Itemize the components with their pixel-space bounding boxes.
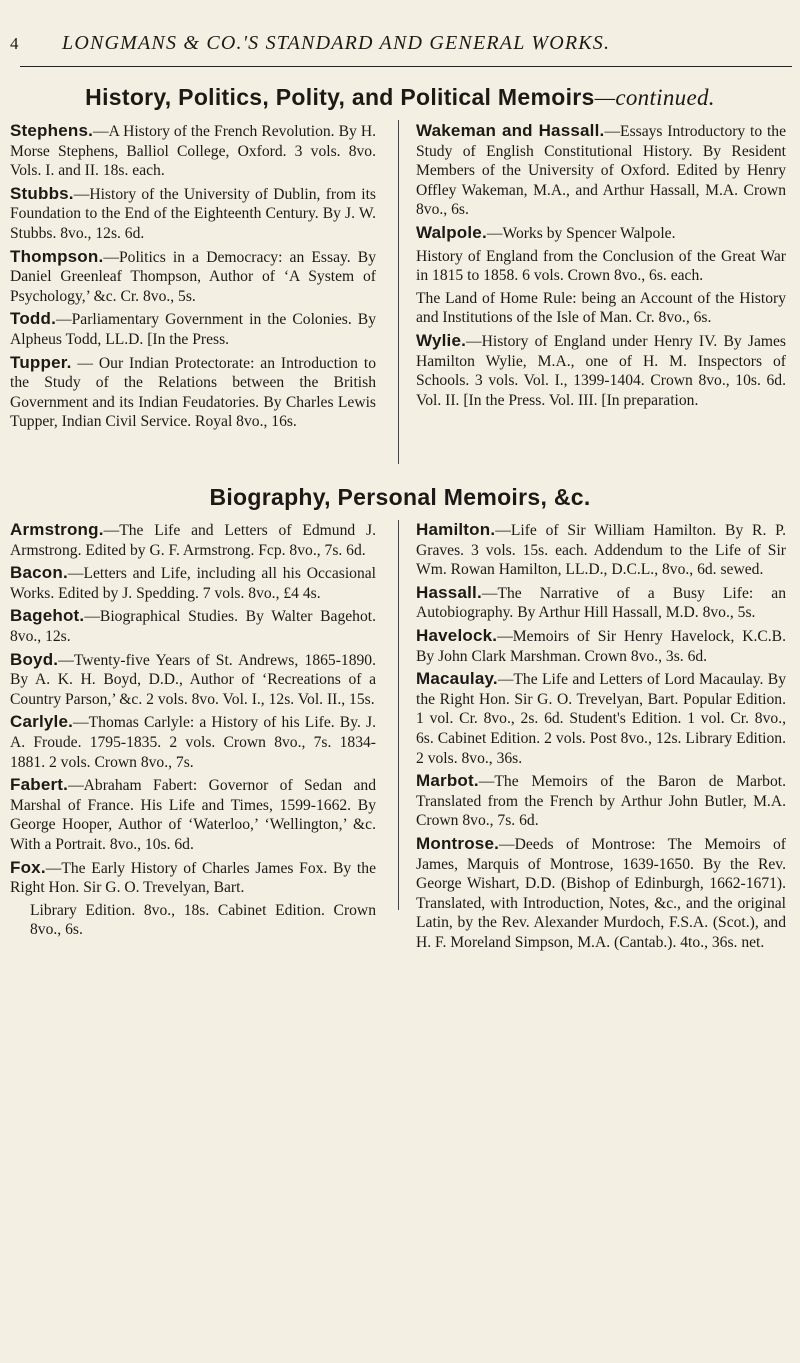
section-title-history: [8, 84, 792, 111]
column-divider: [398, 520, 399, 910]
running-head: [8, 32, 792, 55]
catalogue-entry: [10, 184, 376, 244]
entry-headword: Fox.: [10, 857, 46, 877]
entry-headword: Bacon.: [10, 563, 68, 583]
entry-headword: Boyd.: [10, 649, 59, 669]
catalogue-entry: [10, 309, 376, 349]
entry-text: —Biographical Studies. By Walter Bagehot. 8vo., 12s.: [10, 608, 376, 645]
history-right-column: [416, 121, 786, 413]
entry-headword: Todd.: [10, 309, 56, 329]
catalogue-entry: [10, 353, 376, 432]
entry-text: —Life of Sir William Hamilton. By R. P. Graves. 3 vols. 15s. each. Addendum to the Life of Sir Wm. Rowan Hamilton, LL.D., D.C.L., 8vo., 6d. sewed.: [416, 522, 786, 579]
entry-headword: Wylie.: [416, 330, 467, 350]
header-rule: [20, 66, 792, 67]
catalogue-subentry: [10, 901, 376, 940]
catalogue-subentry: [416, 247, 786, 286]
entry-headword: Fabert.: [10, 775, 69, 795]
entry-headword: Stubbs.: [10, 183, 74, 203]
entry-text: The Land of Home Rule: being an Account of the History and Institutions of the Isle of Man. Cr. 8vo., 6s.: [416, 289, 786, 327]
continued-label: —continued.: [594, 85, 715, 110]
catalogue-entry: [10, 563, 376, 603]
entry-text: —Deeds of Montrose: The Memoirs of James, Marquis of Montrose, 1639-1650. By the Rev. George Wishart, D.D. (Bishop of Edinburgh, 1662-1671). Translated, with Introduction, Notes, &c., and the original Latin, by the Rev. Alexander Murdoch, F.S.A. (Scot.), and H. F. Moreland Simpson, M.A. (Cantab.). 4to., 36s. net.: [416, 835, 786, 951]
running-title: LONGMANS & CO.'S STANDARD AND GENERAL WORKS.: [62, 32, 611, 54]
catalogue-entry: [10, 247, 376, 307]
catalogue-entry: [416, 121, 786, 220]
catalogue-entry: [416, 626, 786, 666]
column-divider: [398, 120, 399, 464]
section-title-biography: [8, 484, 792, 511]
entry-headword: Walpole.: [416, 222, 487, 242]
catalogue-entry: [416, 669, 786, 768]
entry-headword: Carlyle.: [10, 712, 74, 732]
entry-text: —Works by Spencer Walpole.: [486, 224, 676, 242]
catalogue-entry: [416, 834, 786, 953]
entry-text: —Abraham Fabert: Governor of Sedan and Marshal of France. His Life and Times, 1599-1662. By George Hooper, Author of ‘Waterloo,’ ‘Wellington,’ &c. With a Portrait. 8vo., 10s. 6d.: [10, 777, 376, 853]
section-title-text: History, Politics, Polity, and Political Memoirs: [85, 84, 595, 110]
entry-text: —Politics in a Democracy: an Essay. By Daniel Greenleaf Thompson, Author of ‘A System of Psychology,’ &c. Cr. 8vo., 5s.: [10, 248, 376, 305]
entry-text: —The Early History of Charles James Fox. By the Right Hon. Sir G. O. Trevelyan, Bart.: [10, 859, 376, 897]
biography-left-column: [10, 520, 376, 943]
catalogue-entry: [10, 712, 376, 772]
section-title-text: Biography, Personal Memoirs, &c.: [209, 484, 591, 510]
entry-headword: Stephens.: [10, 121, 94, 140]
catalogue-entry: [10, 520, 376, 560]
entry-text: —Letters and Life, including all his Occasional Works. Edited by J. Spedding. 7 vols. 8vo., £4 4s.: [10, 565, 376, 602]
entry-headword: Armstrong.: [10, 520, 104, 539]
entry-headword: Macaulay.: [416, 669, 498, 689]
entry-headword: Hassall.: [416, 582, 482, 602]
page-number: 4: [10, 34, 20, 53]
entry-headword: Tupper.: [10, 352, 72, 372]
biography-right-column: [416, 520, 786, 955]
catalogue-entry: [416, 583, 786, 623]
catalogue-entry: [10, 121, 376, 181]
entry-text: —Twenty-five Years of St. Andrews, 1865-1890. By A. K. H. Boyd, D.D., Author of ‘Recreations of a Country Parson,’ &c. 2 vols. 8vo. Vol. I., 12s. Vol. II., 15s.: [10, 651, 376, 708]
entry-text: —Thomas Carlyle: a History of his Life. By. J. A. Froude. 1795-1835. 2 vols. Crown 8vo., 7s. 1834-1881. 2 vols. Crown 8vo., 7s.: [10, 714, 376, 771]
catalogue-entry: [416, 771, 786, 831]
entry-text: —The Life and Letters of Lord Macaulay. By the Right Hon. Sir G. O. Trevelyan, Bart. Popular Edition. 1 vol. Cr. 8vo., 2s. 6d. Student's Edition. 1 vol. Cr. 8vo., 6s. Cabinet Edition. 2 vols. Post 8vo., 12s. Library Edition. 2 vols. 8vo., 36s.: [416, 671, 786, 767]
catalogue-entry: [416, 331, 786, 410]
entry-headword: Wakeman and Hassall.: [416, 121, 605, 140]
entry-text: —The Narrative of a Busy Life: an Autobiography. By Arthur Hill Hassall, M.D. 8vo., 5s.: [416, 584, 786, 622]
catalogue-subentry: [416, 289, 786, 328]
entry-text: —Parliamentary Government in the Colonies. By Alpheus Todd, LL.D. [In the Press.: [10, 311, 376, 348]
entry-headword: Bagehot.: [10, 606, 85, 626]
entry-text: — Our Indian Protectorate: an Introduction to the Study of the Relations between the British Government and its Indian Feudatories. By Charles Lewis Tupper, Indian Civil Service. Royal 8vo., 16s.: [10, 354, 376, 431]
entry-text: —A History of the French Revolution. By H. Morse Stephens, Balliol College, Oxford. 3 vols. 8vo. Vols. I. and II. 18s. each.: [10, 123, 376, 180]
catalogue-entry: [10, 858, 376, 898]
catalogue-entry: [10, 606, 376, 646]
catalogue-entry: [10, 650, 376, 710]
entry-text: Library Edition. 8vo., 18s. Cabinet Edition. Crown 8vo., 6s.: [30, 901, 376, 939]
entry-headword: Montrose.: [416, 833, 500, 853]
history-left-column: [10, 121, 376, 435]
entry-text: —History of the University of Dublin, from its Foundation to the End of the Eighteenth Century. By J. W. Stubbs. 8vo., 12s. 6d.: [10, 185, 376, 242]
entry-text: History of England from the Conclusion of the Great War in 1815 to 1858. 6 vols. Crown 8vo., 6s. each.: [416, 247, 786, 285]
entry-text: —The Life and Letters of Edmund J. Armstrong. Edited by G. F. Armstrong. Fcp. 8vo., 7s. 6d.: [10, 522, 376, 559]
entry-text: —The Memoirs of the Baron de Marbot. Translated from the French by Arthur John Butler, M.A. Crown 8vo., 7s. 6d.: [416, 773, 786, 830]
entry-headword: Hamilton.: [416, 520, 496, 539]
entry-text: —Essays Introductory to the Study of English Constitutional History. By Resident Members of the University of Oxford. Edited by Henry Offley Wakeman, M.A., and Arthur Hassall, M.A. Crown 8vo., 6s.: [416, 123, 786, 219]
catalogue-entry: [10, 775, 376, 854]
catalogue-entry: [416, 520, 786, 580]
entry-text: —History of England under Henry IV. By James Hamilton Wylie, M.A., one of H. M. Inspectors of Schools. 3 vols. Vol. I., 1399-1404. Crown 8vo., 10s. 6d. Vol. II. [In the Press. Vol. III. [In preparation.: [416, 332, 786, 409]
entry-headword: Havelock.: [416, 625, 498, 645]
entry-headword: Marbot.: [416, 771, 479, 791]
entry-headword: Thompson.: [10, 246, 104, 266]
catalogue-entry: [416, 223, 786, 244]
entry-text: —Memoirs of Sir Henry Havelock, K.C.B. By John Clark Marshman. Crown 8vo., 3s. 6d.: [416, 627, 786, 665]
